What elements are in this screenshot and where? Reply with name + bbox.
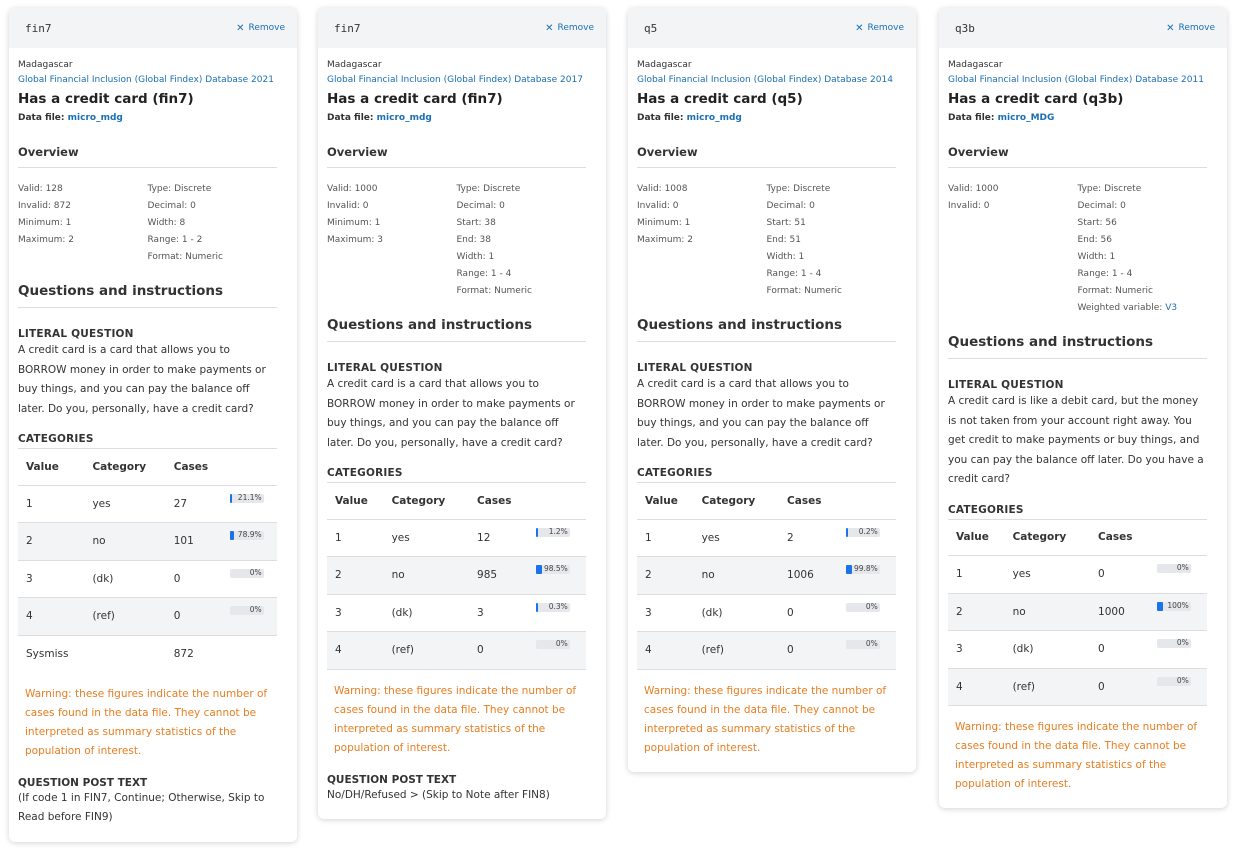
table-row [327, 519, 586, 557]
remove-label: Remove [867, 23, 904, 33]
cell-value: 4 [327, 632, 384, 670]
cell-percent [838, 519, 896, 557]
weighted-link[interactable]: V3 [1165, 303, 1178, 313]
country-label: Madagascar [948, 60, 1003, 70]
questions-heading: Questions and instructions [637, 317, 896, 342]
overview-stats [18, 182, 277, 267]
percent-label: 0% [1176, 563, 1189, 573]
cell-value: 2 [948, 593, 1005, 631]
percent-bar [536, 565, 570, 574]
questions-heading: Questions and instructions [948, 334, 1207, 359]
stat-item: End: 38 [456, 235, 491, 245]
percent-label: 98.5% [543, 564, 568, 574]
stat-item: Valid: 1000 [327, 184, 378, 194]
stat-item: Decimal: 0 [766, 201, 815, 211]
cell-category: no [384, 557, 469, 595]
data-file-link[interactable]: micro_mdg [67, 113, 123, 123]
variable-title: Has a credit card (fin7) [327, 91, 503, 107]
categories-heading: CATEGORIES [948, 504, 1207, 520]
warning-text: Warning: these figures indicate the number of cases found in the data file. They cannot be interpreted as summary statistics of the population of interest. [955, 721, 1198, 790]
table-row [327, 632, 586, 670]
cell-percent [528, 632, 586, 670]
percent-label: 0% [555, 639, 568, 649]
table-header-row [327, 483, 586, 519]
cell-category: no [84, 523, 165, 561]
cell-percent [1149, 593, 1207, 631]
cell-percent [838, 632, 896, 670]
study-link[interactable]: Global Financial Inclusion (Global Findex) Database 2021 [18, 75, 274, 85]
stat-item: Decimal: 0 [1077, 201, 1126, 211]
cell-value: 3 [637, 594, 694, 632]
overview-left [948, 182, 1078, 318]
remove-label: Remove [248, 23, 285, 33]
variable-code: q3b [955, 21, 975, 35]
column-header: Cases [779, 483, 838, 519]
stat-item: Type: Discrete [766, 184, 831, 194]
cell-value: 1 [18, 485, 84, 523]
categories-heading: CATEGORIES [637, 467, 896, 483]
variable-card [9, 8, 297, 842]
variable-card [628, 8, 916, 772]
card-header [318, 8, 606, 48]
stat-item: Invalid: 0 [637, 201, 679, 211]
column-header: Category [1005, 520, 1090, 556]
cell-value: 3 [948, 631, 1005, 669]
table-header-row [637, 483, 896, 519]
stat-item: Range: 1 - 4 [1077, 269, 1133, 279]
post-text-heading: QUESTION POST TEXT [18, 776, 148, 789]
cell-value: 4 [948, 668, 1005, 706]
categories-table [18, 449, 277, 673]
cell-percent [222, 598, 277, 636]
percent-label: 0.2% [858, 526, 878, 536]
percent-bar [846, 528, 880, 537]
country-label: Madagascar [327, 60, 382, 70]
literal-question-heading: LITERAL QUESTION [18, 328, 134, 340]
overview-stats [327, 182, 586, 301]
cell-value: 4 [18, 598, 84, 636]
cell-category: (dk) [384, 594, 469, 632]
table-row [637, 557, 896, 595]
table-row [948, 631, 1207, 669]
percent-label: 0% [249, 567, 262, 577]
weighted-label: Weighted variable: [1077, 303, 1163, 313]
data-file-row [948, 113, 1207, 123]
stat-item: Decimal: 0 [456, 201, 505, 211]
remove-button[interactable] [545, 23, 594, 34]
column-header: Cases [166, 449, 222, 485]
percent-bar [230, 531, 264, 540]
percent-bar-fill [230, 531, 235, 540]
cell-cases: 27 [166, 485, 222, 523]
percent-bar [230, 494, 264, 503]
stat-item: Width: 1 [766, 252, 805, 262]
sysmiss-row [18, 635, 277, 673]
column-header: Value [637, 483, 694, 519]
cell-cases: 0 [166, 598, 222, 636]
stat-item: Start: 38 [456, 218, 496, 228]
cell-category: no [1005, 593, 1090, 631]
cell-value: 1 [637, 519, 694, 557]
variable-title: Has a credit card (q5) [637, 91, 803, 107]
cell-category: (dk) [694, 594, 779, 632]
cell-category: no [694, 557, 779, 595]
stat-item: Width: 1 [456, 252, 495, 262]
variable-code: fin7 [334, 21, 361, 35]
cell-percent [528, 519, 586, 557]
percent-bar [1157, 677, 1191, 686]
cell-cases: 3 [469, 594, 528, 632]
categories-table [637, 483, 896, 670]
cell-percent [838, 557, 896, 595]
percent-bar [536, 528, 570, 537]
remove-label: Remove [557, 23, 594, 33]
percent-bar-fill [536, 565, 542, 574]
data-file-row [18, 113, 277, 123]
card-header [9, 8, 297, 48]
cell-cases: 2 [779, 519, 838, 557]
stat-item: Valid: 1000 [948, 184, 999, 194]
data-file-label: Data file: [637, 113, 684, 123]
cell-value: 2 [18, 523, 84, 561]
stat-item: Invalid: 872 [18, 201, 71, 211]
cell-value: 2 [637, 557, 694, 595]
column-header: Cases [469, 483, 528, 519]
card-body [9, 48, 297, 842]
post-text-heading: QUESTION POST TEXT [327, 773, 457, 786]
categories-heading: CATEGORIES [18, 433, 277, 449]
stat-item: Format: Numeric [1077, 286, 1153, 296]
overview-right [457, 182, 587, 301]
cell-category: yes [1005, 556, 1090, 594]
remove-label: Remove [1178, 23, 1215, 33]
data-file-row [327, 113, 586, 123]
stat-item: Maximum: 2 [637, 235, 693, 245]
percent-label: 100% [1167, 600, 1189, 610]
percent-bar [1157, 602, 1191, 611]
overview-right [148, 182, 278, 267]
close-icon: ✕ [236, 22, 245, 34]
data-file-label: Data file: [327, 113, 374, 123]
stat-item: End: 51 [766, 235, 801, 245]
cell-category: (ref) [1005, 668, 1090, 706]
overview-heading: Overview [637, 145, 896, 168]
cell-percent [1149, 556, 1207, 594]
column-header-bar [222, 449, 277, 485]
table-row [18, 560, 277, 598]
percent-label: 1.2% [548, 526, 568, 536]
table-header-row [948, 520, 1207, 556]
card-body [939, 48, 1227, 808]
percent-label: 78.9% [237, 530, 262, 540]
percent-bar-fill [536, 603, 538, 612]
cell-cases: 1006 [779, 557, 838, 595]
cell-category: yes [384, 519, 469, 557]
table-row [637, 632, 896, 670]
cell-value: 2 [327, 557, 384, 595]
cell-cases: 0 [779, 632, 838, 670]
percent-label: 0% [1176, 638, 1189, 648]
variable-title: Has a credit card (q3b) [948, 91, 1124, 107]
stat-item: Valid: 1008 [637, 184, 688, 194]
column-header: Category [84, 449, 165, 485]
cell-cases: 1000 [1090, 593, 1149, 631]
overview-left [327, 182, 457, 301]
stat-item: Maximum: 3 [327, 235, 383, 245]
cell-category: (dk) [1005, 631, 1090, 669]
card-body [628, 48, 916, 772]
variable-card [318, 8, 606, 819]
stat-item: Format: Numeric [456, 286, 532, 296]
column-header: Cases [1090, 520, 1149, 556]
stat-item: Range: 1 - 2 [147, 235, 203, 245]
cell-cases: 872 [173, 648, 194, 660]
post-text: (If code 1 in FIN7, Continue; Otherwise, Skip to Read before FIN9) [18, 791, 265, 823]
warning-text: Warning: these figures indicate the number of cases found in the data file. They cannot be interpreted as summary statistics of the population of interest. [25, 687, 268, 757]
percent-label: 0.3% [548, 601, 568, 611]
stat-item: Minimum: 1 [637, 218, 691, 228]
cell-cases: 12 [469, 519, 528, 557]
variable-title: Has a credit card (fin7) [18, 91, 194, 107]
cell-value: Sysmiss [26, 648, 69, 660]
questions-heading: Questions and instructions [327, 317, 586, 342]
table-row [948, 668, 1207, 706]
cell-category: (ref) [84, 598, 165, 636]
cell-value: 3 [327, 594, 384, 632]
literal-question-text: A credit card is a card that allows you to BORROW money in order to make payments or buy things, and you can pay the balance off later. Do you, personally, have a credit card? [327, 378, 575, 449]
percent-bar-fill [1157, 602, 1163, 611]
stat-item: Decimal: 0 [147, 201, 196, 211]
cell-percent [1149, 631, 1207, 669]
literal-question-text: A credit card is a card that allows you to BORROW money in order to make payments or buy things, and you can pay the balance off later. Do you, personally, have a credit card? [18, 344, 266, 415]
cell-cases: 0 [1090, 556, 1149, 594]
percent-bar [846, 640, 880, 649]
overview-left [18, 182, 148, 267]
percent-bar [1157, 639, 1191, 648]
table-row [18, 598, 277, 636]
data-file-link[interactable]: micro_mdg [376, 113, 432, 123]
close-icon: ✕ [545, 22, 554, 34]
percent-label: 0% [249, 605, 262, 615]
stat-item: Maximum: 2 [18, 235, 74, 245]
data-file-link[interactable]: micro_MDG [997, 113, 1055, 123]
percent-label: 0% [865, 601, 878, 611]
warning-text: Warning: these figures indicate the number of cases found in the data file. They cannot be interpreted as summary statistics of the population of interest. [644, 684, 887, 754]
cell-cases: 0 [1090, 631, 1149, 669]
cell-percent [838, 594, 896, 632]
stat-item: Start: 56 [1077, 218, 1117, 228]
percent-bar [1157, 564, 1191, 573]
table-row [637, 519, 896, 557]
stat-item: Format: Numeric [766, 286, 842, 296]
percent-label: 21.1% [237, 492, 262, 502]
column-header: Category [694, 483, 779, 519]
cell-percent [222, 523, 277, 561]
percent-label: 99.8% [853, 564, 878, 574]
remove-button[interactable] [1166, 23, 1215, 34]
categories-table [948, 520, 1207, 707]
cell-value: 3 [18, 560, 84, 598]
table-row [327, 557, 586, 595]
overview-right [767, 182, 897, 301]
data-file-link[interactable]: micro_mdg [686, 113, 742, 123]
stat-item: Minimum: 1 [327, 218, 381, 228]
cell-category: yes [694, 519, 779, 557]
cell-percent [528, 594, 586, 632]
card-header [939, 8, 1227, 48]
cell-category: (ref) [384, 632, 469, 670]
table-row [637, 594, 896, 632]
country-label: Madagascar [637, 60, 692, 70]
literal-question-heading: LITERAL QUESTION [327, 362, 443, 374]
study-link[interactable]: Global Financial Inclusion (Global Findex) Database 2014 [637, 75, 893, 85]
variable-code: q5 [644, 21, 658, 35]
percent-bar-fill [846, 528, 848, 537]
remove-button[interactable] [855, 23, 904, 34]
overview-heading: Overview [18, 145, 277, 168]
stat-item: Width: 8 [147, 218, 186, 228]
variable-code: fin7 [25, 21, 52, 35]
stat-item: Invalid: 0 [948, 201, 990, 211]
cell-category: (ref) [694, 632, 779, 670]
overview-stats [637, 182, 896, 301]
column-header-bar [1149, 520, 1207, 556]
cell-value: 4 [637, 632, 694, 670]
overview-left [637, 182, 767, 301]
cell-percent [222, 635, 277, 673]
post-text: No/DH/Refused > (Skip to Note after FIN8) [327, 788, 550, 801]
cell-percent [1149, 668, 1207, 706]
overview-right [1078, 182, 1208, 318]
literal-question-text: A credit card is like a debit card, but the money is not taken from your account right away. You get credit to make payments or buy things, and you can pay the balance off later. Do you have a credit card? [948, 395, 1204, 485]
stat-item: Format: Numeric [147, 252, 223, 262]
questions-heading: Questions and instructions [18, 283, 277, 308]
warning-text: Warning: these figures indicate the number of cases found in the data file. They cannot be interpreted as summary statistics of the population of interest. [334, 684, 577, 754]
cell-cases: 985 [469, 557, 528, 595]
stat-item: Type: Discrete [147, 184, 212, 194]
percent-bar-fill [230, 494, 232, 503]
percent-label: 0% [1176, 675, 1189, 685]
table-row [327, 594, 586, 632]
stat-item: Start: 51 [766, 218, 806, 228]
cell-category: (dk) [84, 560, 165, 598]
stat-item: Valid: 128 [18, 184, 63, 194]
table-row [948, 556, 1207, 594]
cell-value: 1 [327, 519, 384, 557]
column-header-bar [838, 483, 896, 519]
percent-bar-fill [846, 565, 852, 574]
literal-question-heading: LITERAL QUESTION [948, 379, 1064, 391]
cell-category [84, 635, 165, 673]
table-row [18, 485, 277, 523]
overview-heading: Overview [948, 145, 1207, 168]
literal-question-heading: LITERAL QUESTION [637, 362, 753, 374]
overview-heading: Overview [327, 145, 586, 168]
column-header: Category [384, 483, 469, 519]
stat-item: Minimum: 1 [18, 218, 72, 228]
data-file-row [637, 113, 896, 123]
cell-percent [222, 560, 277, 598]
cell-cases: 0 [1090, 668, 1149, 706]
remove-button[interactable] [236, 23, 285, 34]
data-file-label: Data file: [948, 113, 995, 123]
percent-bar [536, 640, 570, 649]
percent-bar [230, 569, 264, 578]
percent-bar-fill [536, 528, 538, 537]
percent-bar [230, 606, 264, 615]
cell-value: 1 [948, 556, 1005, 594]
percent-bar [846, 603, 880, 612]
data-file-label: Data file: [18, 113, 65, 123]
categories-table [327, 483, 586, 670]
table-header-row [18, 449, 277, 485]
close-icon: ✕ [1166, 22, 1175, 34]
percent-label: 0% [865, 639, 878, 649]
percent-bar [536, 603, 570, 612]
stat-item: Type: Discrete [1077, 184, 1142, 194]
cell-percent [222, 485, 277, 523]
weighted-variable [1078, 301, 1208, 318]
column-header: Value [948, 520, 1005, 556]
cell-cases: 0 [166, 560, 222, 598]
table-row [18, 523, 277, 561]
variable-card [939, 8, 1227, 808]
close-icon: ✕ [855, 22, 864, 34]
card-header [628, 8, 916, 48]
column-header: Value [18, 449, 84, 485]
overview-stats [948, 182, 1207, 318]
column-header: Value [327, 483, 384, 519]
stat-item: Range: 1 - 4 [766, 269, 822, 279]
country-label: Madagascar [18, 60, 73, 70]
stat-item: Width: 1 [1077, 252, 1116, 262]
categories-heading: CATEGORIES [327, 467, 586, 483]
stat-item: Type: Discrete [456, 184, 521, 194]
literal-question-text: A credit card is a card that allows you to BORROW money in order to make payments or buy things, and you can pay the balance off later. Do you, personally, have a credit card? [637, 378, 885, 449]
stat-item: End: 56 [1077, 235, 1112, 245]
cell-cases: 0 [779, 594, 838, 632]
cell-category: yes [84, 485, 165, 523]
study-link[interactable]: Global Financial Inclusion (Global Findex) Database 2017 [327, 75, 583, 85]
percent-bar [846, 565, 880, 574]
stat-item: Range: 1 - 4 [456, 269, 512, 279]
stat-item: Invalid: 0 [327, 201, 369, 211]
table-row [948, 593, 1207, 631]
cell-cases: 101 [166, 523, 222, 561]
cell-percent [528, 557, 586, 595]
card-body [318, 48, 606, 819]
column-header-bar [528, 483, 586, 519]
study-link[interactable]: Global Financial Inclusion (Global Findex) Database 2011 [948, 75, 1204, 85]
cell-cases: 0 [469, 632, 528, 670]
